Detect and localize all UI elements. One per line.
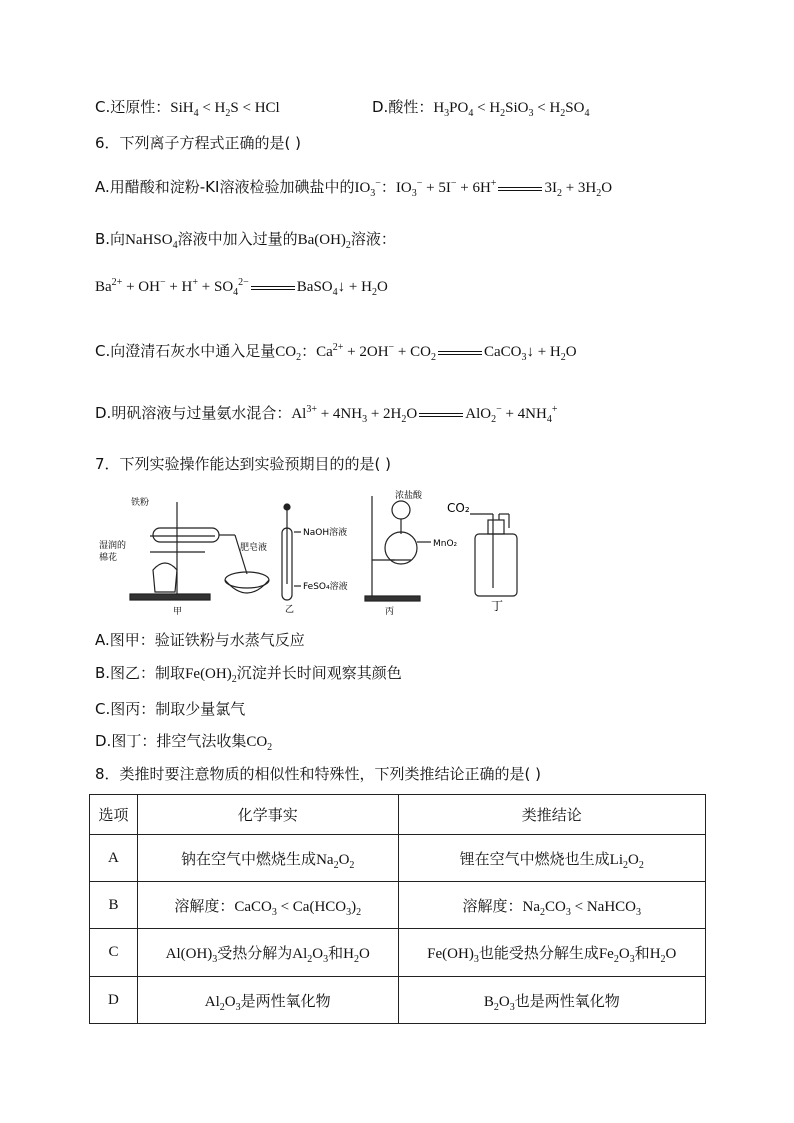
label-nongyansuan: 浓盐酸: [395, 491, 423, 501]
row-option: D: [90, 977, 138, 1024]
q7-apparatus-figure: [95, 488, 525, 618]
row-fact: $Al(OH)_3$受热分解为$Al_2O_3$和$H_2O$: [137, 929, 398, 977]
row-option: A: [90, 835, 138, 882]
label-shirun: 湿润的: [99, 541, 127, 551]
table-row: [90, 977, 706, 1024]
label-ding: 丁: [491, 599, 504, 613]
label-jia: 甲: [173, 607, 183, 617]
header-conclusion: 类推结论: [398, 795, 705, 835]
label-feso4: FeSO₄溶液: [303, 582, 348, 592]
row-fact: 钠在空气中燃烧生成$Na_2O_2$: [137, 835, 398, 882]
label-co2: CO₂: [447, 501, 470, 515]
label-tiefen: 铁粉: [131, 498, 150, 508]
row-fact: $Al_2O_3$是两性氧化物: [137, 977, 398, 1024]
row-option: C: [90, 929, 138, 977]
label-mianhua: 棉花: [99, 553, 118, 563]
table-row: [90, 835, 706, 882]
q5-option-c: C.还原性：$SiH_4 < H_2S$ < HCl: [95, 98, 280, 119]
q7-option-c: C.图丙：制取少量氯气: [95, 700, 246, 718]
q7-option-a: A.图甲：验证铁粉与水蒸气反应: [95, 631, 305, 649]
row-conclusion: 锂在空气中燃烧也生成$Li_2O_2$: [398, 835, 705, 882]
label-feizaoye: 肥皂液: [240, 543, 268, 553]
q6-stem: 6．下列离子方程式正确的是( ): [95, 134, 302, 152]
q7-option-b: B.图乙：制取$Fe(OH)_2$沉淀并长时间观察其颜色: [95, 664, 402, 685]
label-yi: 乙: [285, 605, 295, 615]
q7-option-d: D.图丁：排空气法收集$CO_2$: [95, 732, 273, 753]
label-naoh: NaOH溶液: [303, 528, 348, 538]
q6-option-b-equation: $Ba^{2+} + OH^- + H^+ + SO_4^{2-}$ BaSO$_4$↓ + $H_2O$: [95, 277, 388, 298]
table-header-row: [90, 795, 706, 835]
q6-option-b: B.向NaHSO$_4$溶液中加入过量的$Ba(OH)_2$溶液：: [95, 230, 396, 251]
row-option: B: [90, 882, 138, 929]
q7-stem: 7．下列实验操作能达到实验预期目的的是( ): [95, 455, 392, 473]
q8-stem: 8．类推时要注意物质的相似性和特殊性，下列类推结论正确的是( ): [95, 765, 542, 783]
header-fact: 化学事实: [137, 795, 398, 835]
label-mno2: MnO₂: [433, 539, 458, 549]
table-row: [90, 882, 706, 929]
row-conclusion: $B_2O_3$也是两性氧化物: [398, 977, 705, 1024]
row-conclusion: 溶解度：$Na_2CO_3$ < NaHCO$_3$: [398, 882, 705, 929]
header-option: 选项: [90, 795, 138, 835]
table-row: [90, 929, 706, 977]
label-bing: 丙: [385, 607, 395, 617]
q5-option-d: D.酸性：$H_3PO_4 < H_2SiO_3 < H_2SO_4$: [372, 98, 590, 119]
row-conclusion: $Fe(OH)_3$也能受热分解生成$Fe_2O_3$和$H_2O$: [398, 929, 705, 977]
q6-option-d: D.明矾溶液与过量氨水混合：$Al^{3+} + 4NH_3 + 2H_2O$ $AlO_2^- + 4NH_4^+$: [95, 404, 558, 425]
row-fact: 溶解度：CaCO$_3$ < $Ca(HCO_3)_2$: [137, 882, 398, 929]
q6-option-c: C.向澄清石灰水中通入足量$CO_2$：$Ca^{2+} + 2OH^- + CO_2$ CaCO$_3$↓ + $H_2O$: [95, 342, 577, 363]
q8-table: [89, 794, 706, 1024]
q6-option-a: A.用醋酸和淀粉-KI溶液检验加碘盐中的$IO_3^-$：$IO_3^- + 5I^- + 6H^+$ $3I_2 + 3H_2O$: [95, 178, 613, 199]
